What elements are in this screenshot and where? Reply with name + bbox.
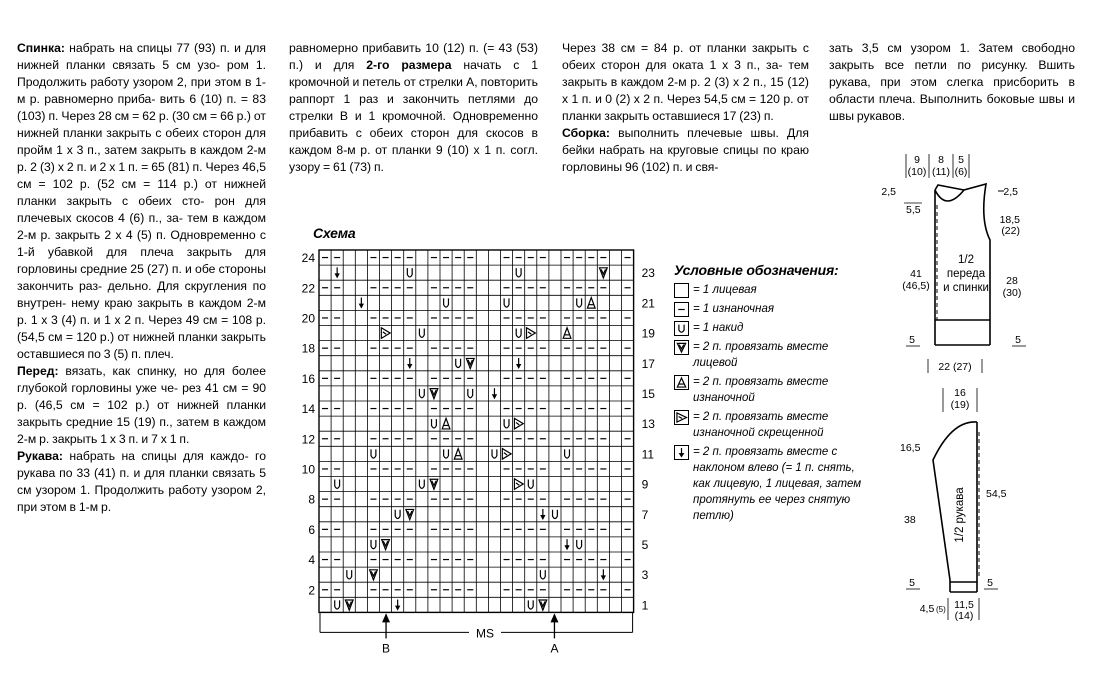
row-number-left: 10 [301,462,315,477]
arrow-b-icon [382,613,390,638]
legend-text: = 2 п. провязать вместе с наклоном влево (= 1 п. снять, как лицевую, 1 лицевая, затем протянуть ее через снятую петлю) [693,446,862,522]
col2-paragraph [289,40,538,176]
garment-schematics [880,150,1080,630]
section-heading: Перед: [17,364,66,378]
ssk-mark [334,267,339,278]
paragraph-text: начать с 1 кромочной и петель от стрелки А, повторить раппорт 1 раз и закончить петлями до стрелки В и 1 кромочной. Одновременно прибавить с обеих сторон для скосов в каждом 8-м р. от планки 9 (10) х 1 п. согл. узору = 61 (73) п. [289,58,539,174]
cuff-height-left: 5 [909,577,915,589]
ssk-mark [564,539,569,550]
knitting-chart [292,240,662,655]
yarn-over-mark [419,329,424,338]
k2tog-mark [430,479,438,489]
ssk-mark [492,388,497,399]
k2tog-mark [539,600,547,610]
yarn-over-mark [577,298,582,307]
shoulder-width: 5 [958,154,964,166]
neck-width-center-alt: (11) [932,166,950,178]
band-height-left: 5 [909,334,915,346]
legend-items [674,282,874,524]
p2tog-crossed-mark [502,449,511,460]
row-number-left: 24 [301,251,315,266]
p2tog-crossed-mark [514,418,523,429]
col3-paragraph [562,40,809,125]
cuff-height-right: 5 [987,577,993,589]
repeat-label: MS [476,626,494,641]
ssk-mark [601,569,606,580]
legend-item [674,339,874,371]
col1-paragraph [17,40,266,363]
legend-item [674,282,874,298]
yarn-over-mark [371,540,376,549]
k2tog-mark [382,540,390,550]
section-heading: Сборка: [562,126,619,140]
band-height-right: 5 [1015,334,1021,346]
p2tog-icon [674,375,689,390]
side-length: 28 [1006,275,1018,287]
yarn-over-mark [395,510,400,519]
yarn-over-mark [456,359,461,368]
ssk-mark [540,509,545,520]
sleeve-label: 1/2 рукава [954,487,966,543]
neck-width-left: 9 [914,154,920,166]
body-width: 22 (27) [938,361,972,373]
row-number-left: 16 [301,371,315,386]
yarn-over-mark [528,480,533,489]
k2tog-mark [599,268,607,278]
shoulder-width-alt: (6) [954,166,968,178]
legend-text: = 1 изнаночная [693,303,774,315]
k2tog-mark [430,389,438,399]
k2tog-mark [345,600,353,610]
col1-paragraph [17,363,266,448]
row-number-left: 22 [301,281,315,296]
cuff-width-alt: (14) [954,610,974,622]
legend-text: = 2 п. провязать вместе лицевой [693,341,829,369]
k2tog-mark [466,358,474,368]
legend-text: = 1 лицевая [693,284,757,296]
arrow-a-label: A [550,641,559,655]
armhole-depth-alt: (22) [1001,225,1020,237]
legend-item [674,301,874,317]
sleeve-schematic [900,387,1007,622]
legend-item [674,320,874,336]
col4-paragraph: зать 3,5 см узором 1. Затем свободно закрыть все петли по рисунку. Вшить рукава, при этом слегка присборить в области плеча. Выполнить боковые швы и швы рукавов. [829,41,1075,123]
paragraph-text: равномерно прибавить 10 (12) п. (= 43 (53) п.) и для [289,41,538,72]
legend-item [674,409,874,441]
row-number-left: 2 [308,583,315,598]
row-number-left: 14 [301,402,315,417]
yarn-over-icon [674,321,689,336]
neck-drop: 5,5 [906,204,921,216]
scheme-title: Схема [313,225,356,241]
ssk-mark [516,358,521,369]
yarn-over-mark [577,540,582,549]
yarn-over-mark [504,298,509,307]
p2tog-crossed-icon [674,410,689,425]
body-length-alt: (46,5) [902,280,930,292]
arrow-a-icon [550,613,558,638]
side-length-alt: (30) [1002,287,1022,299]
yarn-over-mark [492,449,497,458]
row-number-right: 9 [641,477,649,492]
armhole-depth: 18,5 [999,214,1020,226]
piece-label: переда [946,268,986,280]
p2tog-mark [454,449,462,460]
text-column-3 [562,40,809,176]
legend-text: = 1 накид [693,322,744,334]
sleeve-top-width-alt: (19) [950,399,970,411]
k2tog-mark [406,509,414,519]
ssk-mark [359,298,364,309]
yarn-over-mark [347,570,352,579]
row-number-left: 18 [301,341,315,356]
ssk-mark [395,600,400,611]
row-number-left: 8 [308,492,315,507]
row-number-left: 4 [308,553,315,568]
yarn-over-mark [335,480,340,489]
col1-paragraph [17,448,266,516]
yarn-over-mark [444,449,449,458]
yarn-over-mark [419,389,424,398]
cuff-offset: 4,5 [919,603,935,615]
row-number-right: 1 [641,598,649,613]
text-column-1 [17,40,266,516]
yarn-over-mark [432,419,437,428]
emphasis: 2-го размера [366,58,452,72]
paragraph-text: вязать, как спинку, но для более глубокой горловины уже че- рез 41 см = 90 р. (46,5 см = 102 р.) от нижней планки закрыть средние 15 (19) п., затем в каждом 2-м р. закрыть 1 х 3 п. и 7 х 1 п. [17,364,266,446]
text-column-4 [829,40,1075,125]
row-number-right: 5 [641,537,649,552]
k2tog-icon [674,340,689,355]
arrow-b-label: B [382,641,391,655]
legend-item [674,374,874,406]
yarn-over-mark [419,480,424,489]
row-number-left: 20 [301,311,315,326]
paragraph-text: выполнить плечевые швы. Для бейки набрать на круговые спицы по краю горловины 96 (102) п. и свя- [562,126,809,174]
row-number-right: 11 [641,447,655,462]
row-number-right: 7 [641,507,649,522]
paragraph-text: набрать на спицы для каждо- го рукава по 33 (41) п. и для планки связать 5 см узором 1. Продолжить работу узором 2, при этом в 1-м р. [17,449,266,514]
k2tog-mark [370,570,378,580]
yarn-over-mark [335,600,340,609]
ssk-mark [407,358,412,369]
yarn-over-mark [516,268,521,277]
p2tog-crossed-mark [527,328,536,339]
p2tog-crossed-mark [514,479,523,490]
sleeve-length: 54,5 [986,488,1007,500]
yarn-over-mark [407,268,412,277]
row-number-right: 13 [641,417,655,432]
yarn-over-mark [553,510,558,519]
piece-label: и спинки [943,282,989,294]
shoulder-drop-right: 2,5 [1003,186,1018,198]
legend [674,262,874,527]
yarn-over-mark [504,419,509,428]
shoulder-drop-left: 2,5 [881,186,896,198]
yarn-over-mark [565,449,570,458]
p2tog-mark [442,418,450,429]
sleeve-top-width: 16 [954,387,966,399]
row-number-right: 17 [641,356,655,371]
body-length: 41 [910,268,922,280]
underarm-length: 38 [904,514,916,526]
row-number-left: 6 [308,522,315,537]
neck-width-center: 8 [938,154,944,166]
yarn-over-mark [540,570,545,579]
section-heading: Спинка: [17,41,70,55]
cuff-offset-alt: (5) [936,605,946,614]
legend-item [674,444,874,524]
neck-width-left-alt: (10) [907,166,927,178]
legend-text: = 2 п. провязать вместе изнаночной скрещенной [693,411,829,439]
yarn-over-mark [468,389,473,398]
p2tog-crossed-mark [381,328,390,339]
paragraph-text: набрать на спицы 77 (93) п. и для нижней планки связать 5 см узо- ром 1. Продолжить работу узором 2, при этом в 1-м р. равномерно приба- вить 6 (10) п. = 83 (103) п. Через 28 см = 62 р. (30 см = 66 р.) от нижней планки закрыть с обеих сторон для пройм 1 х 3 п., затем закрыть в каждом 2-м р. 2 (3) х 2 п. и 2 х 1 п. = 65 (81) п. Через 46,5 см = 102 р. (52 см = 114 р.) от нижней планки закрыть с обеих сто- рон для плечевых скосов 4 (6) п., за- тем в каждом 2-м р. закрыть 2 х 4 (5) п. Одновременно с 1-й убавкой для плеча закрыть для горловины средние 25 (27) п. и обе стороны закончить раз- дельно. Для скругления по внутрен- нему краю закрыть в каждом 2-м р. 1 х 3 (4) п. и 1 х 2 п. Через 49 см = 108 р. (54,5 см = 120 р.) от нижней планки закрыть оставшиеся по 3 (5) п. плеч. [17,41,266,361]
section-heading: Рукава: [17,449,70,463]
row-number-right: 23 [641,266,655,281]
chart-grid [319,250,634,612]
row-number-right: 15 [641,386,655,401]
row-number-left: 12 [301,432,315,447]
legend-title: Условные обозначения: [674,262,839,278]
col3-paragraph [562,125,809,176]
p2tog-mark [563,328,571,339]
p2tog-mark [587,298,595,309]
sleeve-cap-height: 16,5 [900,442,921,454]
row-number-right: 3 [641,568,649,583]
yarn-over-mark [528,600,533,609]
legend-text: = 2 п. провязать вместе изнаночной [693,376,829,404]
text-column-2 [289,40,538,176]
yarn-over-mark [444,298,449,307]
piece-label: 1/2 [958,254,974,266]
row-number-right: 21 [641,296,655,311]
yarn-over-mark [371,449,376,458]
row-number-right: 19 [641,326,655,341]
ssk-icon [674,445,689,460]
yarn-over-mark [516,329,521,338]
paragraph-text: Через 38 см = 84 р. от планки закрыть с обеих сторон для оката 1 х 3 п., за- тем закрыть в каждом 2-м р. 2 (3) х 2 п., 15 (12) х 1 п. и 0 (2) х 2 п. Через 54,5 см = 120 р. от планки закрыть оставшиеся 17 (23) п. [562,41,809,123]
body-schematic [881,154,1026,373]
cuff-width: 11,5 [954,599,974,611]
blank-square-icon [674,283,689,298]
dash-square-icon [674,302,689,317]
